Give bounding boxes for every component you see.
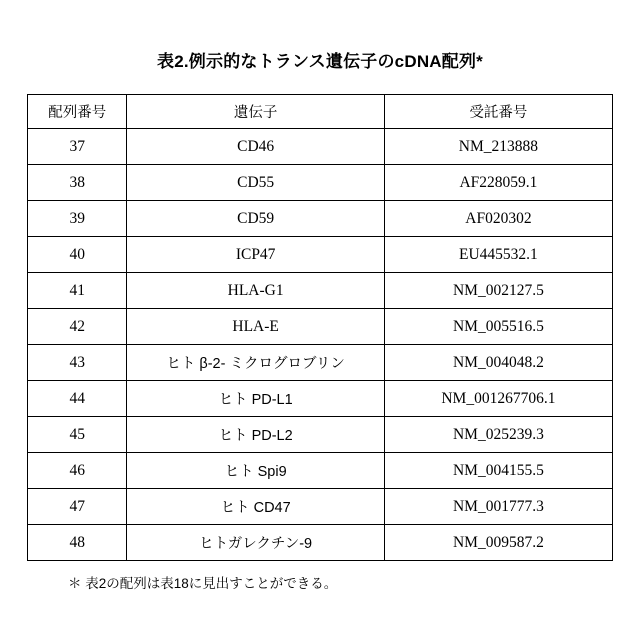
cell-gene: ヒト PD-L2 (127, 417, 384, 453)
cell-sequence-number: 47 (28, 489, 127, 525)
cell-gene: CD46 (127, 129, 384, 165)
column-header-sequence-number: 配列番号 (28, 95, 127, 129)
table-row (28, 489, 613, 525)
cell-sequence-number: 38 (28, 165, 127, 201)
cell-accession-number: NM_005516.5 (384, 309, 612, 345)
table-header (28, 95, 613, 129)
cell-sequence-number: 42 (28, 309, 127, 345)
cell-gene: ヒト β-2- ミクログロブリン (127, 345, 384, 381)
cell-gene: HLA-E (127, 309, 384, 345)
cell-accession-number: NM_002127.5 (384, 273, 612, 309)
cell-accession-number: NM_213888 (384, 129, 612, 165)
column-header-gene: 遺伝子 (127, 95, 384, 129)
table-footnote: ＊ 表2の配列は表18に見出すことができる。 (68, 576, 338, 591)
cell-sequence-number: 39 (28, 201, 127, 237)
cell-accession-number: NM_004048.2 (384, 345, 612, 381)
cell-gene: ヒトガレクチン-9 (127, 525, 384, 561)
table-row (28, 165, 613, 201)
table-row (28, 525, 613, 561)
table-container (0, 94, 640, 561)
cell-gene: CD55 (127, 165, 384, 201)
cell-gene: ヒト PD-L1 (127, 381, 384, 417)
cell-gene: HLA-G1 (127, 273, 384, 309)
cell-sequence-number: 44 (28, 381, 127, 417)
cell-gene: CD59 (127, 201, 384, 237)
table-row (28, 345, 613, 381)
table-title: 表2.例示的なトランス遺伝子のcDNA配列* (157, 52, 483, 71)
cell-accession-number: NM_001777.3 (384, 489, 612, 525)
table-row (28, 237, 613, 273)
table-row (28, 309, 613, 345)
cell-accession-number: EU445532.1 (384, 237, 612, 273)
sequence-table (27, 94, 613, 561)
cell-gene: ICP47 (127, 237, 384, 273)
cell-gene: ヒト Spi9 (127, 453, 384, 489)
cell-sequence-number: 40 (28, 237, 127, 273)
cell-sequence-number: 46 (28, 453, 127, 489)
cell-sequence-number: 37 (28, 129, 127, 165)
table-row (28, 273, 613, 309)
table-row (28, 129, 613, 165)
table-row (28, 381, 613, 417)
table-header-row (28, 95, 613, 129)
table-row (28, 453, 613, 489)
table-row (28, 417, 613, 453)
table-row (28, 201, 613, 237)
cell-accession-number: AF228059.1 (384, 165, 612, 201)
cell-accession-number: NM_004155.5 (384, 453, 612, 489)
cell-sequence-number: 41 (28, 273, 127, 309)
cell-sequence-number: 48 (28, 525, 127, 561)
cell-accession-number: NM_025239.3 (384, 417, 612, 453)
cell-gene: ヒト CD47 (127, 489, 384, 525)
cell-accession-number: AF020302 (384, 201, 612, 237)
cell-sequence-number: 43 (28, 345, 127, 381)
cell-sequence-number: 45 (28, 417, 127, 453)
cell-accession-number: NM_001267706.1 (384, 381, 612, 417)
cell-accession-number: NM_009587.2 (384, 525, 612, 561)
column-header-accession-number: 受託番号 (384, 95, 612, 129)
table-body (28, 129, 613, 561)
